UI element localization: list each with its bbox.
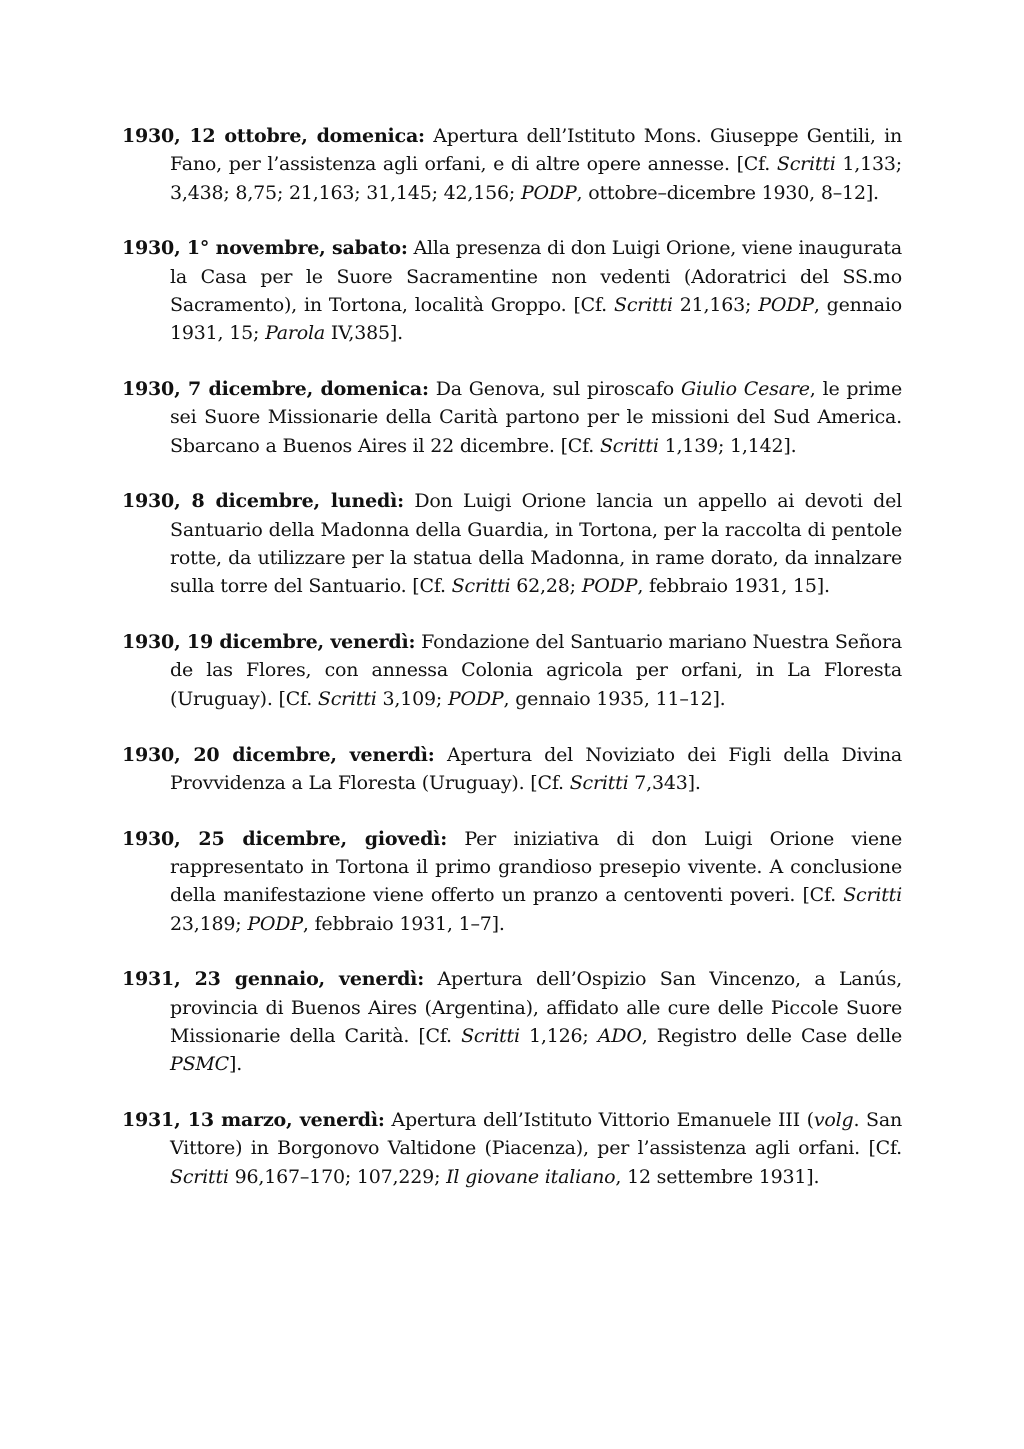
entry-text: Don Luigi Orione lancia un appello ai devoti del Santuario della Madonna della Guardia, in Tortona, per la raccolta di pentole rotte, da utilizzare per la statua della Madonna, in rame dorato, da innalzare sulla torre del Santuario. [Cf. bbox=[170, 490, 903, 598]
entry-text: , ottobre–dicembre 1930, 8–12]. bbox=[576, 181, 879, 204]
entry-text: Da Genova, sul piroscafo bbox=[428, 378, 681, 401]
entry-italic-text: Parola bbox=[265, 322, 326, 345]
entry-text: 1,126; bbox=[519, 1024, 598, 1047]
chronology-entry bbox=[122, 825, 902, 938]
entry-italic-text: Scritti bbox=[461, 1024, 520, 1047]
entry-italic-text: PODP bbox=[758, 293, 814, 316]
entry-text: , febbraio 1931, 15]. bbox=[637, 575, 830, 598]
entry-italic-text: PODP bbox=[520, 181, 577, 204]
entry-text: ]. bbox=[229, 1053, 243, 1076]
entry-italic-text: PODP bbox=[247, 912, 303, 935]
entry-italic-text: Scritti bbox=[776, 153, 836, 176]
entry-text: , febbraio 1931, 1–7]. bbox=[302, 912, 505, 935]
entry-text: 23,189; bbox=[170, 912, 248, 935]
entry-italic-text: ADO bbox=[597, 1024, 642, 1047]
entry-text: . San Vittore) in Borgonovo Valtidone (Piacenza), per l’assistenza agli orfani. [Cf. bbox=[170, 1109, 902, 1160]
entry-date: 1930, 1° novembre, sabato: bbox=[122, 237, 408, 260]
entry-text: Apertura dell’Istituto Vittorio Emanuele III ( bbox=[384, 1109, 814, 1132]
entry-text: 62,28; bbox=[510, 575, 582, 598]
entry-text: , le prime sei Suore Missionarie della Carità partono per le missioni del Sud America. Sbarcano a Buenos Aires il 22 dicembre. [Cf. bbox=[170, 378, 902, 457]
chronology-entry bbox=[122, 487, 902, 600]
entry-italic-text: Scritti bbox=[614, 293, 673, 316]
entry-date: 1931, 23 gennaio, venerdì: bbox=[122, 968, 425, 991]
entry-italic-text: Scritti bbox=[451, 575, 511, 598]
entry-text: , gennaio 1931, 15; bbox=[170, 293, 902, 345]
entry-text: 1,139; 1,142]. bbox=[658, 434, 797, 457]
entry-text: 7,343]. bbox=[628, 771, 701, 794]
entry-text: Apertura dell’Ospizio San Vincenzo, a Lanús, provincia di Buenos Aires (Argentina), affidato alle cure delle Piccole Suore Missionarie della Carità. [Cf. bbox=[170, 968, 902, 1047]
chronology-entry bbox=[122, 122, 902, 207]
entry-date: 1930, 8 dicembre, lunedì: bbox=[122, 490, 404, 513]
entry-italic-text: Scritti bbox=[569, 771, 629, 794]
entry-date: 1930, 20 dicembre, venerdì: bbox=[122, 743, 435, 766]
entry-text: IV,385]. bbox=[325, 322, 403, 345]
entry-text: Apertura del Noviziato dei Figli della Divina Provvidenza a La Floresta (Uruguay). [Cf. bbox=[170, 743, 902, 794]
entry-date: 1931, 13 marzo, venerdì: bbox=[122, 1109, 385, 1132]
entry-text: , gennaio 1935, 11–12]. bbox=[503, 687, 726, 710]
entry-text: , 12 settembre 1931]. bbox=[615, 1165, 820, 1188]
entry-italic-text: Scritti bbox=[317, 687, 377, 710]
entry-text: 96,167–170; 107,229; bbox=[228, 1165, 447, 1188]
entry-italic-text: Scritti bbox=[599, 434, 659, 457]
chronology-entry bbox=[122, 1106, 902, 1191]
entry-date: 1930, 25 dicembre, giovedì: bbox=[122, 827, 448, 850]
entry-text: Per iniziativa di don Luigi Orione viene rappresentato in Tortona il primo grandioso presepio vivente. A conclusione della manifestazione viene offerto un pranzo a centoventi poveri. [Cf. bbox=[170, 827, 902, 907]
entry-text: 21,163; bbox=[672, 293, 759, 316]
entry-italic-text: Giulio Cesare bbox=[680, 378, 810, 401]
chronology-entry bbox=[122, 741, 902, 798]
entry-italic-text: Il giovane italiano bbox=[446, 1165, 616, 1188]
entry-text: Alla presenza di don Luigi Orione, viene inaugurata la Casa per le Suore Sacramentine non vedenti (Adoratrici del SS.mo Sacramento), in Tortona, località Groppo. [Cf. bbox=[170, 237, 902, 316]
entry-italic-text: Scritti bbox=[170, 1165, 229, 1188]
entry-text: Apertura dell’Istituto Mons. Giuseppe Gentili, in Fano, per l’assistenza agli orfani, e di altre opere annesse. [Cf. bbox=[170, 125, 902, 176]
entry-text: Fondazione del Santuario mariano Nuestra Señora de las Flores, con annessa Colonia agricola per orfani, in La Floresta (Uruguay). [Cf. bbox=[170, 631, 902, 710]
entry-text: 1,133; 3,438; 8,75; 21,163; 31,145; 42,156; bbox=[170, 153, 902, 204]
entry-text: , Registro delle Case delle bbox=[641, 1024, 902, 1047]
chronology-entry bbox=[122, 965, 902, 1078]
chronology-entry bbox=[122, 234, 902, 347]
entry-italic-text: Scritti bbox=[843, 884, 902, 907]
chronology-entry bbox=[122, 628, 902, 713]
entry-italic-text: PODP bbox=[581, 575, 638, 598]
entry-date: 1930, 12 ottobre, domenica: bbox=[122, 125, 425, 147]
entry-date: 1930, 7 dicembre, domenica: bbox=[122, 378, 429, 401]
entry-italic-text: PODP bbox=[447, 687, 504, 710]
entry-date: 1930, 19 dicembre, venerdì: bbox=[122, 631, 416, 654]
entry-italic-text: volg bbox=[813, 1109, 854, 1132]
entry-text: 3,109; bbox=[376, 687, 448, 710]
entry-italic-text: PSMC bbox=[170, 1053, 229, 1076]
chronology-entry bbox=[122, 375, 902, 460]
